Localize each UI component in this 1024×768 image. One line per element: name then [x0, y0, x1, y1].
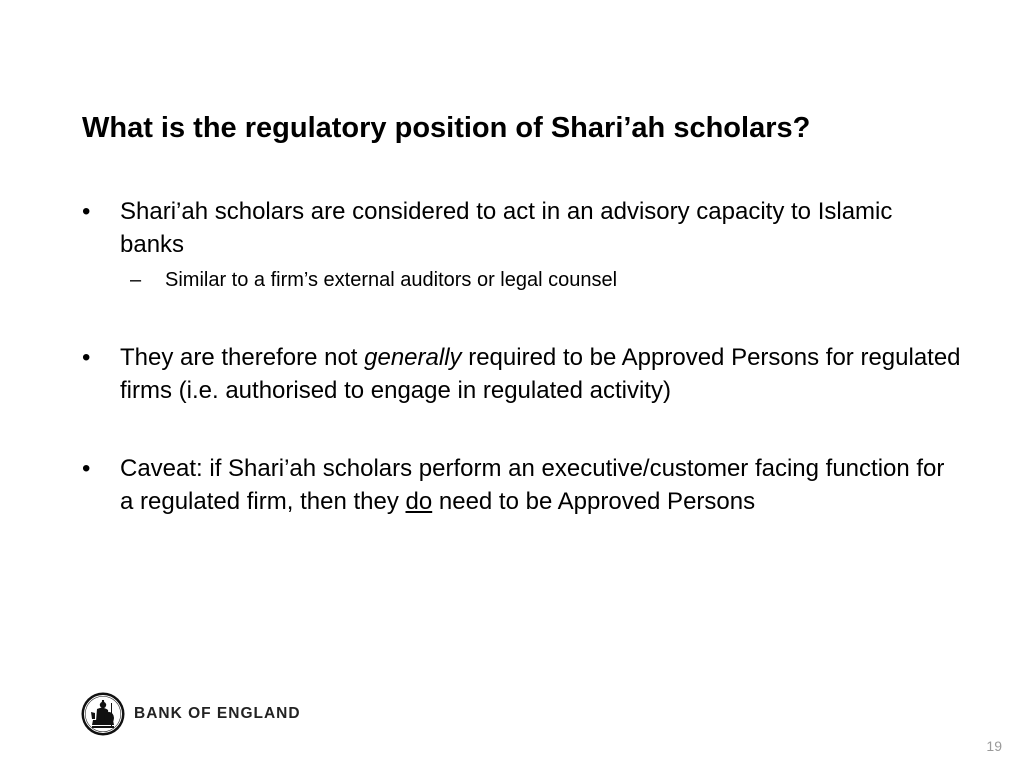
bullet-text-2-end: required to be Approved Persons for regulated firms (i.e. authorised to engage in regulated activity) [120, 344, 961, 404]
bullet-text-3-start: Caveat: if Shari’ah scholars perform an executive/customer facing function for a regulated firm, then they [120, 455, 945, 515]
bullet-text-3-end: need to be Approved Persons [432, 488, 756, 515]
bank-name: BANK OF ENGLAND [134, 705, 301, 722]
bullet-marker: • [82, 455, 91, 482]
bullet-item-3 [82, 452, 962, 518]
britannia-seal-icon [81, 692, 125, 736]
bank-of-england-logo [81, 692, 301, 736]
slide-title: What is the regulatory position of Shari’ah scholars? [82, 112, 811, 144]
sub-bullet-text-1: Similar to a firm’s external auditors or legal counsel [165, 269, 618, 291]
bullet-text-2-start: They are therefore not [120, 344, 365, 371]
bullet-text-2-emphasis: generally [364, 344, 462, 371]
bullet-item-1 [82, 195, 962, 261]
sub-bullet-marker: – [130, 269, 142, 291]
bullet-marker: • [82, 344, 91, 371]
page-number: 19 [986, 738, 1002, 754]
bullet-text-1: Shari’ah scholars are considered to act in an advisory capacity to Islamic banks [120, 198, 893, 258]
bullet-text-3-underlined: do [405, 488, 433, 515]
sub-bullet-item-1 [82, 265, 962, 295]
bullet-item-2 [82, 341, 962, 407]
bullet-marker: • [82, 198, 91, 225]
bullet-list [82, 195, 962, 518]
